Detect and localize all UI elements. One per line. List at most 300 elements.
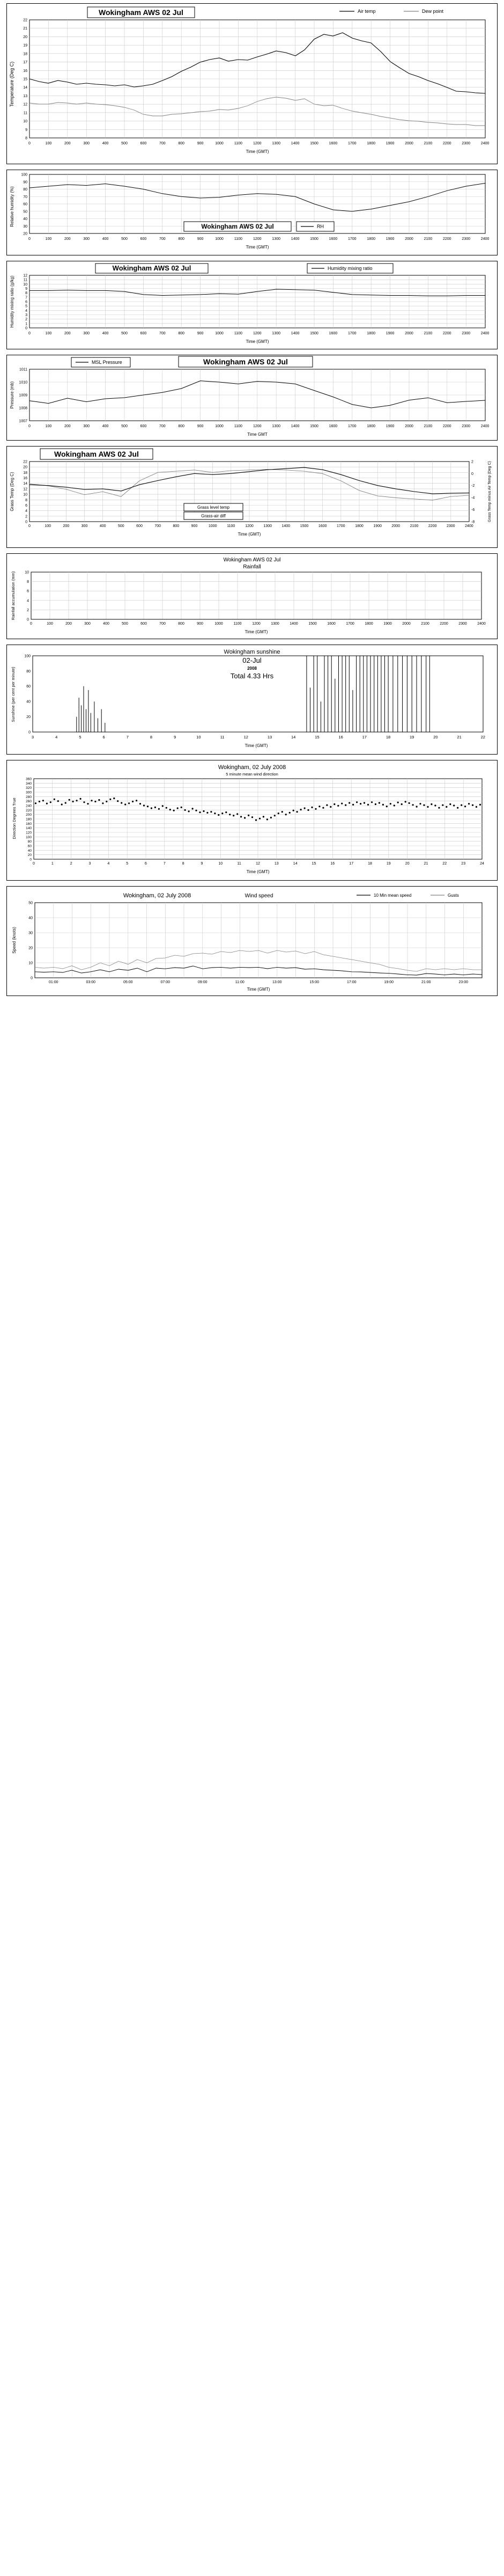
svg-text:8: 8 (150, 735, 153, 740)
svg-text:11: 11 (220, 735, 225, 740)
svg-text:20: 20 (27, 853, 32, 858)
y-axis-label: Pressure (mb) (10, 381, 14, 409)
svg-text:100: 100 (45, 237, 52, 241)
svg-text:3: 3 (31, 735, 34, 740)
svg-text:100: 100 (21, 173, 27, 177)
svg-text:2: 2 (471, 460, 473, 464)
svg-text:100: 100 (45, 524, 51, 528)
svg-text:1000: 1000 (215, 332, 224, 335)
svg-text:600: 600 (140, 622, 147, 626)
svg-text:1100: 1100 (234, 425, 242, 428)
svg-text:600: 600 (140, 237, 147, 241)
y-axis-label: Grass Temp (Deg C) (10, 472, 14, 511)
svg-text:4: 4 (25, 509, 27, 514)
svg-text:40: 40 (23, 217, 27, 221)
svg-text:600: 600 (136, 524, 143, 528)
svg-text:8: 8 (27, 580, 29, 584)
svg-text:1009: 1009 (19, 393, 27, 398)
svg-text:2100: 2100 (424, 237, 433, 241)
svg-text:1000: 1000 (215, 425, 224, 428)
svg-text:1500: 1500 (310, 237, 318, 241)
svg-text:14: 14 (23, 86, 27, 90)
svg-text:300: 300 (83, 237, 90, 241)
svg-text:300: 300 (84, 622, 91, 626)
panel-rainfall (6, 553, 498, 639)
svg-text:1800: 1800 (355, 524, 364, 528)
svg-text:15: 15 (312, 862, 316, 866)
svg-text:2000: 2000 (405, 425, 413, 428)
svg-text:2200: 2200 (428, 524, 437, 528)
rainfall-chart (7, 554, 497, 639)
svg-text:100: 100 (45, 425, 52, 428)
svg-text:1: 1 (51, 862, 54, 866)
svg-text:200: 200 (64, 237, 71, 241)
svg-text:1400: 1400 (291, 142, 300, 145)
svg-text:0: 0 (25, 326, 27, 331)
svg-text:140: 140 (26, 826, 32, 831)
legend-label-mslp: MSL Pressure (92, 360, 122, 365)
x-axis-label: Time (GMT) (247, 987, 270, 992)
svg-text:1600: 1600 (329, 142, 338, 145)
svg-text:20: 20 (23, 35, 27, 39)
svg-text:1011: 1011 (19, 368, 27, 372)
y-axis-label: Rainfall accumulation (mm) (11, 571, 16, 620)
svg-text:19: 19 (386, 862, 391, 866)
x-axis-label: Time (GMT) (244, 743, 268, 748)
svg-text:900: 900 (197, 237, 204, 241)
x-axis-label: Time (GMT) (244, 630, 268, 634)
svg-text:6: 6 (25, 504, 27, 508)
svg-text:600: 600 (140, 425, 147, 428)
y-axis-label: Direction Degrees True (12, 797, 17, 839)
svg-text:160: 160 (26, 822, 32, 826)
y-axis-label: Humidity mixing ratio (g/kg) (10, 275, 14, 328)
svg-text:5: 5 (25, 304, 27, 309)
grass-temperature-chart (7, 447, 497, 547)
y-axis-label: Relative humidity (%) (10, 186, 14, 227)
svg-text:50: 50 (23, 210, 27, 214)
svg-text:2300: 2300 (462, 332, 470, 335)
svg-text:1400: 1400 (281, 524, 291, 528)
svg-text:80: 80 (26, 669, 31, 674)
svg-text:0: 0 (28, 524, 31, 528)
svg-text:1900: 1900 (386, 425, 395, 428)
svg-text:2400: 2400 (480, 142, 490, 145)
svg-text:1500: 1500 (310, 332, 318, 335)
panel-humidity-mixing-ratio (6, 261, 498, 349)
svg-text:900: 900 (197, 425, 204, 428)
svg-text:90: 90 (23, 180, 27, 185)
svg-text:1900: 1900 (386, 237, 395, 241)
svg-text:6: 6 (145, 862, 147, 866)
svg-text:700: 700 (154, 524, 161, 528)
x-axis-label: Time (GMT) (246, 339, 269, 344)
svg-text:700: 700 (159, 142, 166, 145)
svg-text:600: 600 (140, 332, 147, 335)
svg-text:1700: 1700 (348, 142, 357, 145)
svg-text:700: 700 (159, 237, 166, 241)
svg-text:21:00: 21:00 (421, 980, 431, 984)
svg-text:300: 300 (83, 332, 90, 335)
svg-text:200: 200 (64, 425, 71, 428)
svg-text:800: 800 (178, 332, 185, 335)
svg-text:1300: 1300 (272, 332, 280, 335)
svg-text:1200: 1200 (245, 524, 254, 528)
svg-text:12: 12 (256, 862, 260, 866)
svg-text:13:00: 13:00 (272, 980, 282, 984)
svg-text:17: 17 (349, 862, 354, 866)
svg-text:20: 20 (28, 946, 33, 950)
panel-title-line2: 02-Jul (242, 656, 262, 664)
svg-text:14: 14 (293, 862, 298, 866)
svg-text:2100: 2100 (424, 332, 433, 335)
svg-text:1400: 1400 (290, 622, 298, 626)
svg-text:11: 11 (23, 111, 27, 115)
panel-title: Wokingham, 02 July 2008 (218, 764, 286, 771)
svg-text:12: 12 (243, 735, 248, 740)
panel-title: Wokingham AWS 02 Jul (99, 8, 183, 17)
svg-text:1100: 1100 (234, 332, 242, 335)
svg-text:300: 300 (81, 524, 88, 528)
svg-text:-2: -2 (471, 484, 475, 488)
svg-text:21: 21 (457, 735, 462, 740)
svg-text:10: 10 (196, 735, 201, 740)
panel-grass-temperature (6, 446, 498, 548)
x-axis-label: Time (GMT) (238, 532, 261, 537)
svg-text:6: 6 (27, 589, 29, 594)
legend-label-gusts: Gusts (448, 893, 459, 898)
svg-text:60: 60 (26, 685, 31, 689)
svg-text:1400: 1400 (291, 425, 300, 428)
svg-text:22: 22 (23, 460, 27, 464)
svg-text:8: 8 (25, 136, 27, 141)
svg-text:2400: 2400 (480, 237, 490, 241)
svg-text:200: 200 (65, 622, 72, 626)
svg-text:2200: 2200 (443, 332, 451, 335)
panel-relative-humidity (6, 170, 498, 255)
svg-text:500: 500 (121, 142, 128, 145)
svg-text:1200: 1200 (253, 142, 262, 145)
svg-text:500: 500 (121, 332, 128, 335)
svg-text:400: 400 (102, 142, 109, 145)
svg-text:20: 20 (26, 715, 31, 719)
svg-text:40: 40 (27, 848, 32, 853)
svg-text:13: 13 (23, 94, 27, 98)
svg-text:800: 800 (178, 622, 184, 626)
svg-text:500: 500 (121, 237, 128, 241)
svg-text:2: 2 (27, 608, 29, 612)
relative-humidity-chart (7, 170, 497, 255)
svg-text:1900: 1900 (373, 524, 382, 528)
svg-text:9: 9 (174, 735, 176, 740)
svg-text:17: 17 (23, 61, 27, 65)
svg-text:22: 22 (442, 862, 447, 866)
svg-text:400: 400 (102, 332, 109, 335)
svg-text:1200: 1200 (253, 237, 262, 241)
svg-text:19: 19 (410, 735, 414, 740)
svg-text:09:00: 09:00 (198, 980, 207, 984)
svg-text:300: 300 (83, 425, 90, 428)
svg-text:3: 3 (25, 313, 27, 317)
svg-text:1010: 1010 (19, 380, 27, 385)
y-axis-label: Speed (knots) (12, 927, 17, 954)
svg-text:1900: 1900 (383, 622, 392, 626)
svg-text:60: 60 (27, 844, 32, 848)
panel-title-line2: Rainfall (243, 564, 261, 570)
svg-text:1300: 1300 (263, 524, 272, 528)
charts-page (0, 0, 504, 1006)
svg-text:22: 22 (23, 18, 27, 23)
svg-text:1200: 1200 (252, 622, 261, 626)
panel-wind-speed (6, 886, 498, 996)
svg-text:1600: 1600 (318, 524, 327, 528)
svg-text:400: 400 (103, 622, 109, 626)
svg-text:18: 18 (23, 471, 27, 475)
svg-text:10: 10 (23, 493, 27, 497)
svg-text:180: 180 (26, 817, 32, 822)
svg-text:8: 8 (25, 291, 27, 296)
panel-air-temperature (6, 3, 498, 164)
x-axis-label: Time (GMT) (246, 149, 269, 154)
svg-text:4: 4 (25, 309, 27, 313)
legend-label-dew-point: Dew point (422, 9, 444, 14)
y-axis-label: Temperature (Deg C) (9, 61, 14, 107)
svg-text:0: 0 (471, 472, 473, 476)
svg-text:18: 18 (23, 52, 27, 56)
y-axis-label-right: Grass Temp minus Air Temp (Deg C) (488, 461, 492, 522)
svg-text:2200: 2200 (443, 237, 451, 241)
svg-text:2000: 2000 (405, 142, 413, 145)
svg-text:360: 360 (26, 777, 32, 781)
svg-text:4: 4 (55, 735, 58, 740)
svg-text:23: 23 (461, 862, 466, 866)
svg-text:2000: 2000 (391, 524, 401, 528)
panel-title-year: 2008 (247, 666, 257, 671)
svg-text:400: 400 (102, 425, 109, 428)
svg-text:13: 13 (274, 862, 279, 866)
svg-text:1400: 1400 (291, 237, 300, 241)
svg-text:700: 700 (159, 425, 166, 428)
svg-text:21: 21 (424, 862, 428, 866)
svg-text:1900: 1900 (386, 142, 395, 145)
svg-text:1200: 1200 (253, 332, 262, 335)
svg-text:500: 500 (122, 622, 128, 626)
svg-text:120: 120 (26, 831, 32, 835)
svg-text:7: 7 (163, 862, 166, 866)
legend-label-air-temp: Air temp (358, 9, 376, 14)
svg-text:03:00: 03:00 (86, 980, 96, 984)
svg-text:400: 400 (99, 524, 106, 528)
svg-text:1700: 1700 (348, 425, 357, 428)
svg-text:12: 12 (23, 103, 27, 107)
svg-text:9: 9 (25, 128, 27, 132)
legend-label-grass-air-diff: Grass-air diff (201, 514, 226, 518)
svg-text:800: 800 (173, 524, 180, 528)
svg-text:19:00: 19:00 (384, 980, 394, 984)
svg-text:1600: 1600 (329, 332, 338, 335)
legend-label-grass-level-temp: Grass level temp (197, 505, 230, 510)
svg-text:18: 18 (368, 862, 372, 866)
svg-text:70: 70 (23, 195, 27, 199)
svg-text:1000: 1000 (208, 524, 217, 528)
svg-text:1007: 1007 (19, 419, 27, 423)
svg-text:1700: 1700 (346, 622, 354, 626)
panel-subtitle: 5 minute mean wind direction (226, 772, 278, 777)
svg-text:900: 900 (197, 622, 203, 626)
svg-text:80: 80 (23, 188, 27, 192)
svg-text:1: 1 (25, 322, 27, 326)
svg-text:1800: 1800 (367, 332, 375, 335)
svg-text:-6: -6 (471, 508, 475, 513)
svg-text:800: 800 (178, 142, 185, 145)
svg-text:16: 16 (330, 862, 335, 866)
svg-text:0: 0 (28, 237, 31, 241)
svg-text:22: 22 (480, 735, 485, 740)
svg-text:100: 100 (26, 835, 32, 839)
svg-text:1600: 1600 (329, 425, 338, 428)
svg-text:-8: -8 (471, 520, 475, 524)
svg-text:2000: 2000 (402, 622, 411, 626)
svg-text:2300: 2300 (462, 237, 470, 241)
svg-text:8: 8 (25, 498, 27, 502)
panel-subtitle: Wind speed (244, 893, 273, 899)
svg-text:1500: 1500 (308, 622, 317, 626)
svg-text:1000: 1000 (215, 142, 224, 145)
svg-text:1100: 1100 (233, 622, 242, 626)
svg-text:4: 4 (27, 599, 29, 603)
svg-text:2400: 2400 (480, 332, 490, 335)
svg-text:2300: 2300 (462, 425, 470, 428)
svg-text:900: 900 (197, 332, 204, 335)
panel-title: Wokingham AWS 02 Jul (112, 264, 191, 272)
svg-text:1700: 1700 (348, 332, 357, 335)
svg-text:16: 16 (338, 735, 343, 740)
svg-text:50: 50 (28, 901, 33, 905)
svg-text:1500: 1500 (310, 425, 318, 428)
svg-text:2200: 2200 (443, 142, 451, 145)
svg-text:17:00: 17:00 (347, 980, 357, 984)
svg-text:900: 900 (191, 524, 198, 528)
x-axis-label: Time (GMT) (246, 245, 269, 250)
svg-text:900: 900 (197, 142, 204, 145)
svg-text:220: 220 (26, 808, 32, 813)
svg-text:2100: 2100 (421, 622, 429, 626)
svg-text:2300: 2300 (447, 524, 455, 528)
svg-text:1400: 1400 (291, 332, 300, 335)
svg-text:12: 12 (23, 274, 27, 278)
svg-text:280: 280 (26, 795, 32, 799)
svg-text:11:00: 11:00 (235, 980, 244, 984)
svg-text:24: 24 (480, 862, 484, 866)
svg-text:1300: 1300 (272, 237, 280, 241)
svg-text:13: 13 (267, 735, 272, 740)
svg-text:1100: 1100 (227, 524, 235, 528)
wind-speed-chart (7, 887, 497, 996)
svg-text:9: 9 (201, 862, 203, 866)
svg-text:2100: 2100 (424, 425, 433, 428)
svg-text:1600: 1600 (329, 237, 338, 241)
msl-pressure-chart (7, 355, 497, 440)
panel-title-line1: Wokingham AWS 02 Jul (223, 557, 281, 563)
svg-text:300: 300 (83, 142, 90, 145)
svg-text:11: 11 (237, 862, 241, 866)
svg-text:2: 2 (25, 318, 27, 322)
svg-text:0: 0 (28, 332, 31, 335)
svg-text:1000: 1000 (214, 622, 223, 626)
svg-text:1500: 1500 (300, 524, 309, 528)
svg-text:10: 10 (23, 120, 27, 124)
svg-text:1000: 1000 (215, 237, 224, 241)
svg-text:200: 200 (63, 524, 70, 528)
svg-text:21: 21 (23, 27, 27, 31)
svg-text:20: 20 (405, 862, 410, 866)
svg-text:2000: 2000 (405, 237, 413, 241)
svg-text:2400: 2400 (465, 524, 473, 528)
svg-text:0: 0 (30, 622, 32, 626)
svg-text:0: 0 (29, 858, 32, 862)
svg-text:05:00: 05:00 (123, 980, 133, 984)
svg-text:15:00: 15:00 (309, 980, 320, 984)
svg-text:19: 19 (23, 43, 27, 48)
svg-text:20: 20 (433, 735, 438, 740)
svg-text:1700: 1700 (337, 524, 345, 528)
svg-text:340: 340 (26, 781, 32, 786)
x-axis-label: Time (GMT) (246, 869, 270, 874)
svg-text:300: 300 (26, 791, 32, 795)
svg-text:0: 0 (27, 618, 29, 622)
svg-text:100: 100 (45, 142, 52, 145)
svg-text:14: 14 (23, 482, 27, 486)
svg-text:500: 500 (121, 425, 128, 428)
svg-text:6: 6 (25, 300, 27, 304)
panel-title: Wokingham AWS 02 Jul (201, 223, 274, 230)
legend-label-hmr: Humidity mixing ratio (328, 266, 373, 271)
svg-text:3: 3 (88, 862, 91, 866)
svg-text:1100: 1100 (234, 237, 242, 241)
x-axis-label: Time GMT (247, 432, 268, 437)
svg-text:1300: 1300 (272, 425, 280, 428)
svg-text:1500: 1500 (310, 142, 318, 145)
svg-text:600: 600 (140, 142, 147, 145)
svg-text:14: 14 (291, 735, 296, 740)
svg-text:10: 10 (25, 570, 29, 575)
svg-text:260: 260 (26, 800, 32, 804)
panel-title-line1: Wokingham sunshine (224, 649, 280, 655)
svg-text:7: 7 (25, 296, 27, 300)
svg-text:18: 18 (386, 735, 391, 740)
svg-text:1300: 1300 (271, 622, 279, 626)
svg-text:1900: 1900 (386, 332, 395, 335)
wind-direction-chart (7, 760, 497, 880)
svg-text:5: 5 (79, 735, 81, 740)
svg-text:100: 100 (45, 332, 52, 335)
panel-wind-direction (6, 760, 498, 881)
svg-text:100: 100 (24, 654, 31, 658)
svg-text:700: 700 (159, 332, 166, 335)
svg-text:1008: 1008 (19, 406, 27, 411)
svg-text:200: 200 (26, 813, 32, 817)
svg-text:1100: 1100 (234, 142, 242, 145)
svg-text:1800: 1800 (367, 237, 375, 241)
svg-text:10: 10 (28, 961, 33, 965)
svg-text:16: 16 (23, 477, 27, 480)
svg-text:1600: 1600 (327, 622, 336, 626)
svg-text:10: 10 (23, 282, 27, 287)
svg-text:800: 800 (178, 425, 185, 428)
svg-text:6: 6 (102, 735, 105, 740)
svg-text:2400: 2400 (477, 622, 486, 626)
svg-text:1800: 1800 (365, 622, 373, 626)
